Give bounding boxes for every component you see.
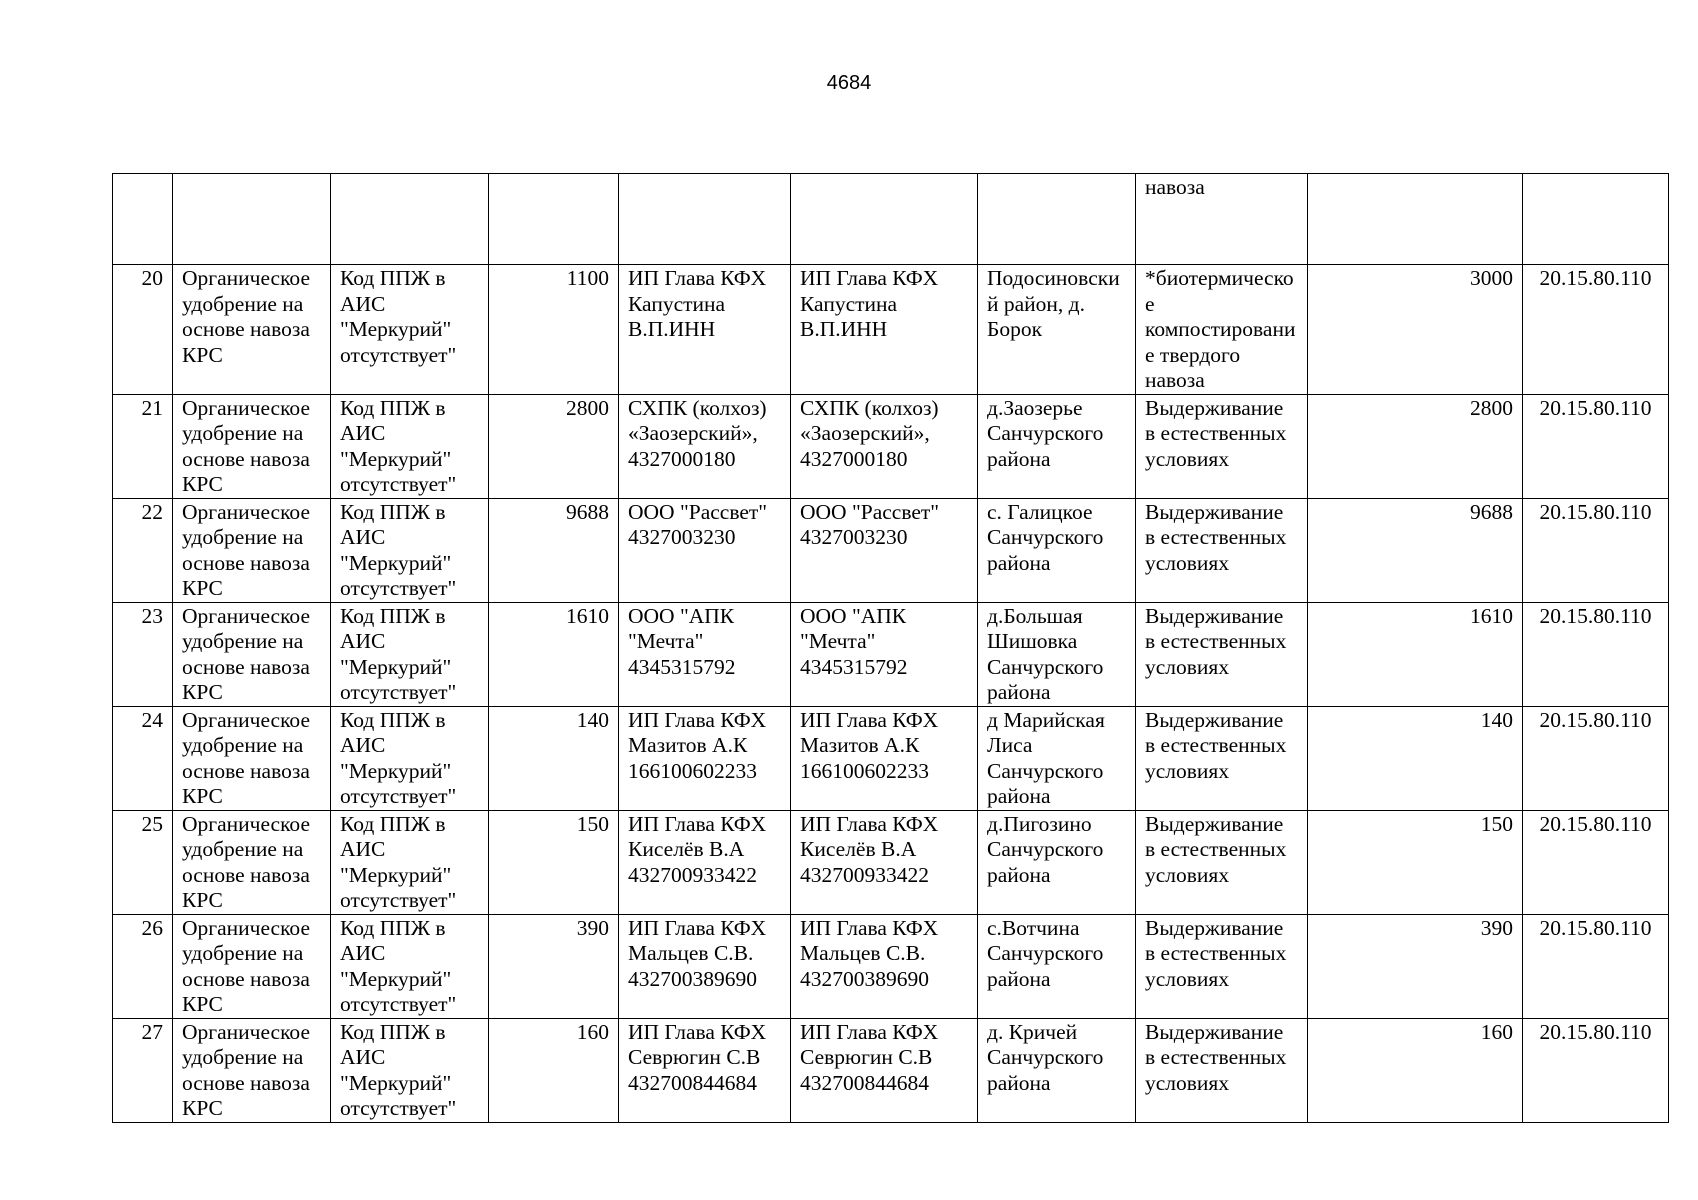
- cell-amount-2: 160: [1308, 1018, 1523, 1122]
- cell-owner: ИП Глава КФХ Мазитов А.К 166100602233: [791, 706, 978, 810]
- cell-okpd-code: [1523, 174, 1669, 265]
- cell-amount: 150: [489, 810, 619, 914]
- cell-number: 27: [113, 1018, 173, 1122]
- cell-number: [113, 174, 173, 265]
- cell-product: Органическое удобрение на основе навоза КРС: [173, 394, 331, 498]
- cell-okpd-code: 20.15.80.110: [1523, 810, 1669, 914]
- cell-location: д.Пигозино Санчурского района: [978, 810, 1136, 914]
- cell-amount: 1100: [489, 265, 619, 395]
- table-row: [113, 1018, 1669, 1122]
- cell-owner: ИП Глава КФХ Мальцев С.В. 432700389690: [791, 914, 978, 1018]
- cell-location: с.Вотчина Санчурского района: [978, 914, 1136, 1018]
- cell-code: Код ППЖ в АИС "Меркурий" отсутствует": [331, 498, 489, 602]
- cell-amount-2: 1610: [1308, 602, 1523, 706]
- cell-number: 20: [113, 265, 173, 395]
- cell-process: навоза: [1136, 174, 1308, 265]
- fertilizer-registry-table: [112, 173, 1669, 1123]
- cell-amount-2: 390: [1308, 914, 1523, 1018]
- cell-product: Органическое удобрение на основе навоза КРС: [173, 706, 331, 810]
- cell-manufacturer: ИП Глава КФХ Мальцев С.В. 432700389690: [619, 914, 791, 1018]
- cell-product: Органическое удобрение на основе навоза КРС: [173, 810, 331, 914]
- table-row: [113, 914, 1669, 1018]
- cell-manufacturer: ООО "АПК "Мечта" 4345315792: [619, 602, 791, 706]
- cell-location: д.Большая Шишовка Санчурского района: [978, 602, 1136, 706]
- cell-manufacturer: СХПК (колхоз) «Заозерский», 4327000180: [619, 394, 791, 498]
- cell-okpd-code: 20.15.80.110: [1523, 498, 1669, 602]
- cell-process: Выдерживание в естественных условиях: [1136, 914, 1308, 1018]
- page-number: 4684: [826, 72, 872, 94]
- cell-number: 24: [113, 706, 173, 810]
- cell-code: Код ППЖ в АИС "Меркурий" отсутствует": [331, 810, 489, 914]
- cell-amount-2: [1308, 174, 1523, 265]
- cell-manufacturer: ИП Глава КФХ Киселёв В.А 432700933422: [619, 810, 791, 914]
- cell-amount: 2800: [489, 394, 619, 498]
- cell-code: Код ППЖ в АИС "Меркурий" отсутствует": [331, 265, 489, 395]
- cell-amount: [489, 174, 619, 265]
- cell-code: Код ППЖ в АИС "Меркурий" отсутствует": [331, 394, 489, 498]
- cell-amount: 390: [489, 914, 619, 1018]
- cell-manufacturer: [619, 174, 791, 265]
- cell-owner: ООО "АПК "Мечта" 4345315792: [791, 602, 978, 706]
- cell-amount: 140: [489, 706, 619, 810]
- cell-amount: 1610: [489, 602, 619, 706]
- cell-okpd-code: 20.15.80.110: [1523, 394, 1669, 498]
- table-row: [113, 602, 1669, 706]
- cell-owner: ИП Глава КФХ Севрюгин С.В 432700844684: [791, 1018, 978, 1122]
- cell-owner: СХПК (колхоз) «Заозерский», 4327000180: [791, 394, 978, 498]
- table-row: [113, 498, 1669, 602]
- cell-code: Код ППЖ в АИС "Меркурий" отсутствует": [331, 706, 489, 810]
- cell-okpd-code: 20.15.80.110: [1523, 914, 1669, 1018]
- cell-okpd-code: 20.15.80.110: [1523, 265, 1669, 395]
- cell-owner: ИП Глава КФХ Киселёв В.А 432700933422: [791, 810, 978, 914]
- cell-amount-2: 3000: [1308, 265, 1523, 395]
- cell-manufacturer: ИП Глава КФХ Севрюгин С.В 432700844684: [619, 1018, 791, 1122]
- cell-okpd-code: 20.15.80.110: [1523, 1018, 1669, 1122]
- cell-process: Выдерживание в естественных условиях: [1136, 810, 1308, 914]
- cell-number: 23: [113, 602, 173, 706]
- cell-product: Органическое удобрение на основе навоза КРС: [173, 914, 331, 1018]
- cell-amount-2: 9688: [1308, 498, 1523, 602]
- cell-location: с. Галицкое Санчурского района: [978, 498, 1136, 602]
- cell-product: Органическое удобрение на основе навоза КРС: [173, 1018, 331, 1122]
- cell-process: Выдерживание в естественных условиях: [1136, 706, 1308, 810]
- cell-number: 25: [113, 810, 173, 914]
- cell-location: [978, 174, 1136, 265]
- cell-okpd-code: 20.15.80.110: [1523, 706, 1669, 810]
- cell-owner: ИП Глава КФХ Капустина В.П.ИНН: [791, 265, 978, 395]
- cell-amount-2: 150: [1308, 810, 1523, 914]
- cell-amount-2: 2800: [1308, 394, 1523, 498]
- cell-manufacturer: ИП Глава КФХ Капустина В.П.ИНН: [619, 265, 791, 395]
- cell-number: 22: [113, 498, 173, 602]
- cell-process: Выдерживание в естественных условиях: [1136, 498, 1308, 602]
- cell-code: [331, 174, 489, 265]
- cell-process: Выдерживание в естественных условиях: [1136, 394, 1308, 498]
- cell-amount: 160: [489, 1018, 619, 1122]
- cell-amount: 9688: [489, 498, 619, 602]
- cell-code: Код ППЖ в АИС "Меркурий" отсутствует": [331, 1018, 489, 1122]
- cell-product: [173, 174, 331, 265]
- cell-location: д.Заозерье Санчурского района: [978, 394, 1136, 498]
- cell-process: Выдерживание в естественных условиях: [1136, 1018, 1308, 1122]
- cell-manufacturer: ООО "Рассвет" 4327003230: [619, 498, 791, 602]
- table-row: [113, 265, 1669, 395]
- cell-number: 26: [113, 914, 173, 1018]
- table-row: [113, 394, 1669, 498]
- cell-location: д Марийская Лиса Санчурского района: [978, 706, 1136, 810]
- cell-process: Выдерживание в естественных условиях: [1136, 602, 1308, 706]
- cell-location: Подосиновский район, д. Борок: [978, 265, 1136, 395]
- cell-code: Код ППЖ в АИС "Меркурий" отсутствует": [331, 602, 489, 706]
- cell-product: Органическое удобрение на основе навоза КРС: [173, 498, 331, 602]
- cell-amount-2: 140: [1308, 706, 1523, 810]
- cell-owner: ООО "Рассвет" 4327003230: [791, 498, 978, 602]
- table-body: [113, 174, 1669, 1123]
- cell-number: 21: [113, 394, 173, 498]
- table-row: [113, 706, 1669, 810]
- cell-process: *биотермическое компостирование твердого навоза: [1136, 265, 1308, 395]
- cell-okpd-code: 20.15.80.110: [1523, 602, 1669, 706]
- cell-manufacturer: ИП Глава КФХ Мазитов А.К 166100602233: [619, 706, 791, 810]
- table-row: [113, 810, 1669, 914]
- cell-code: Код ППЖ в АИС "Меркурий" отсутствует": [331, 914, 489, 1018]
- cell-product: Органическое удобрение на основе навоза КРС: [173, 265, 331, 395]
- cell-product: Органическое удобрение на основе навоза КРС: [173, 602, 331, 706]
- cell-owner: [791, 174, 978, 265]
- table-row-continuation: [113, 174, 1669, 265]
- cell-location: д. Кричей Санчурского района: [978, 1018, 1136, 1122]
